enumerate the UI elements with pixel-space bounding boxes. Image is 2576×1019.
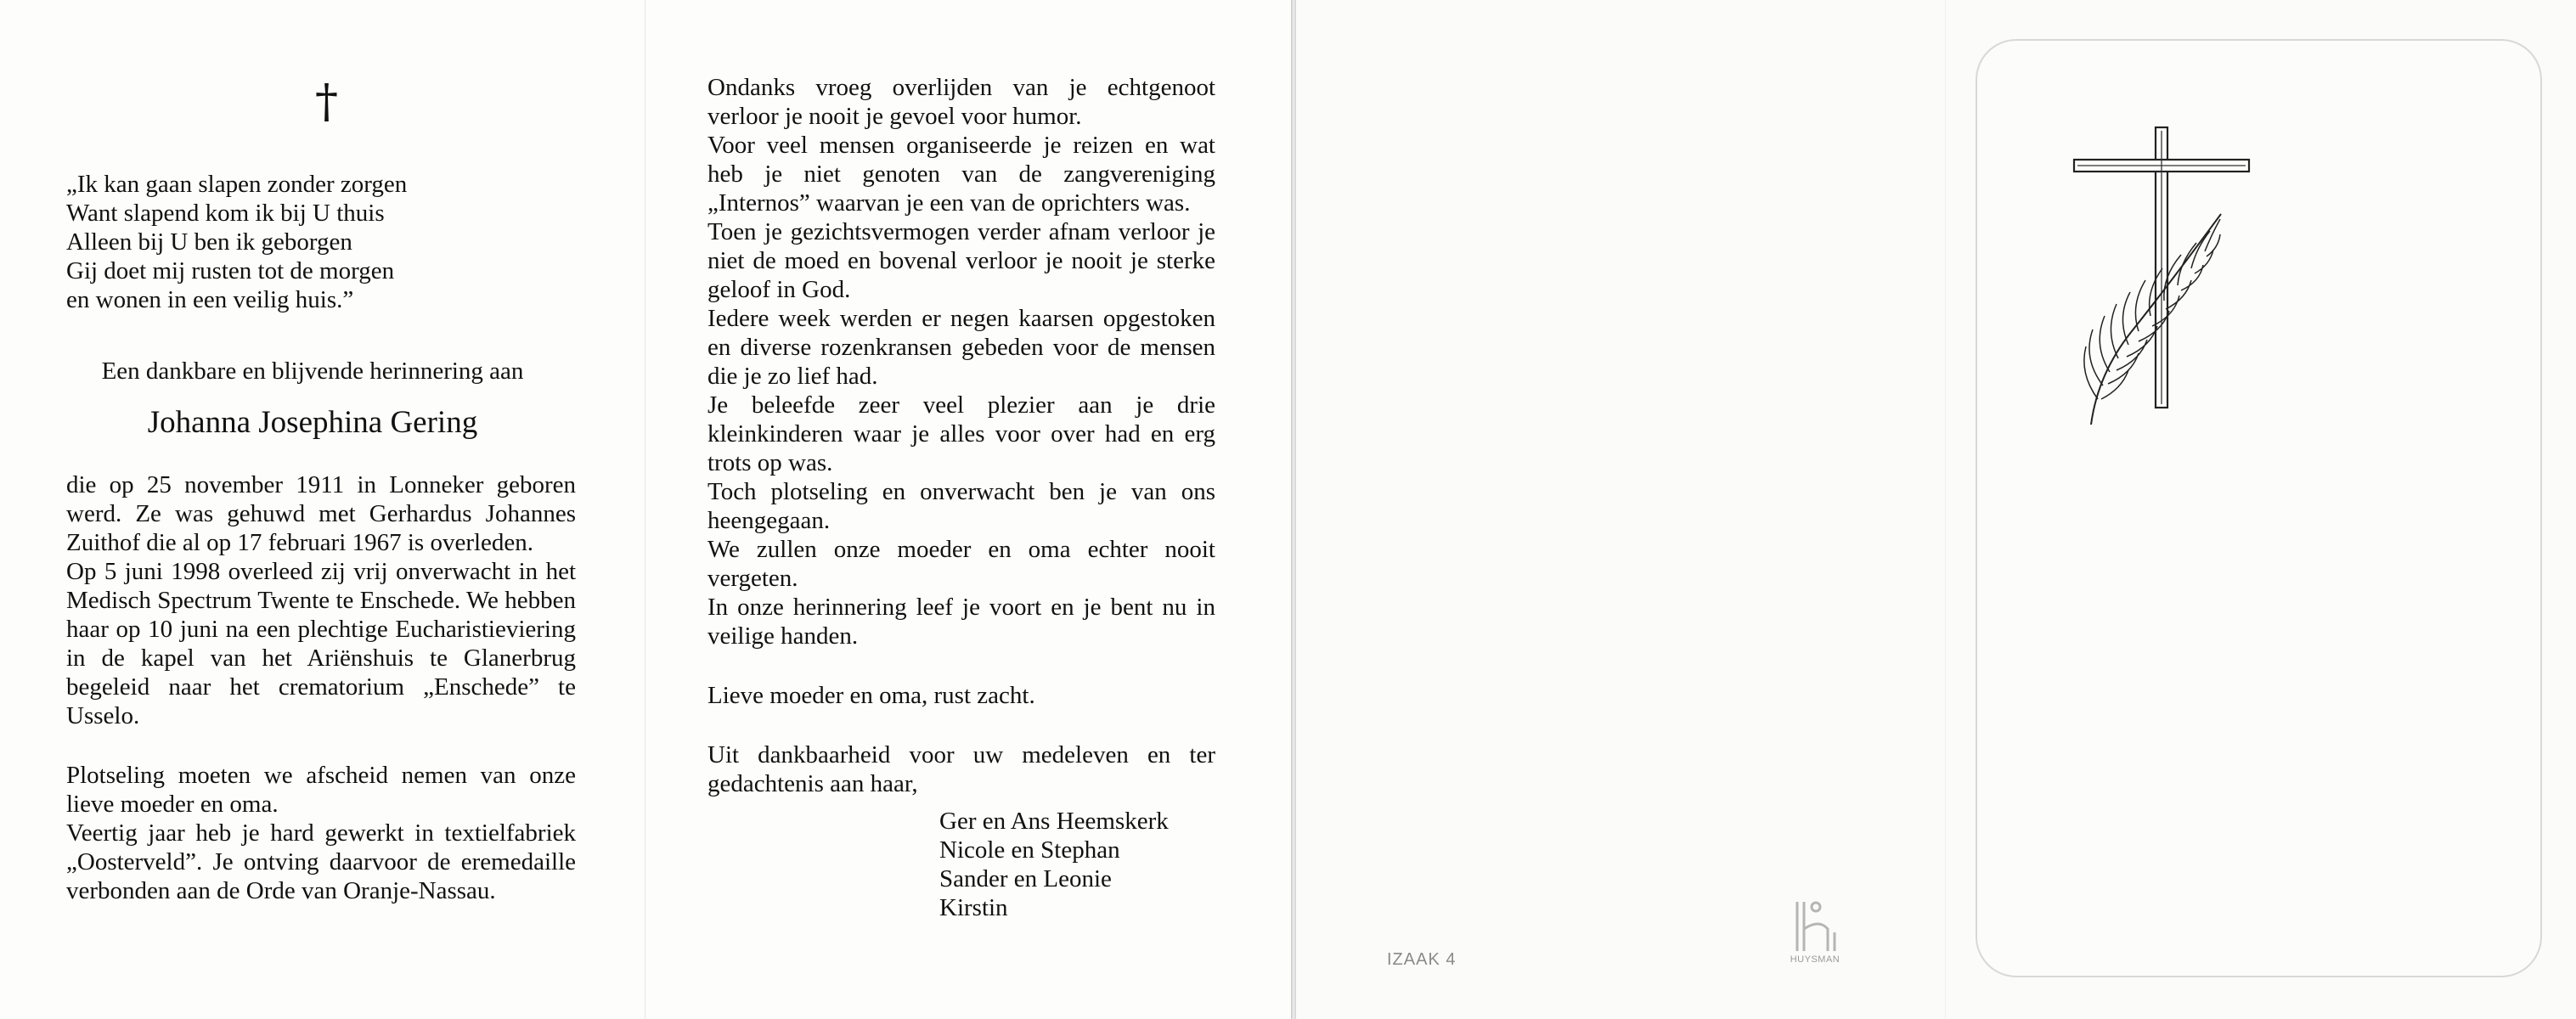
signatures (939, 807, 1215, 922)
biography-paragraph: die op 25 november 1911 in Lonneker geboren werd. Ze was gehuwd met Gerhardus Johannes Zuithof die al op 17 februari 1967 is overleden. (66, 471, 576, 556)
cross-with-palm-branch-icon (2064, 119, 2285, 425)
poem-line: en wonen in een veilig huis.” (66, 286, 354, 313)
dedication-line: Een dankbare en blijvende herinnering aan (101, 357, 524, 385)
deceased-name: Johanna Josephina Gering (147, 405, 478, 440)
cross-symbol: † (315, 75, 338, 128)
signature-line: Sander en Leonie (939, 865, 1112, 892)
left-text-column (66, 170, 576, 905)
tribute-paragraph: Toen je gezichtsvermogen verder afnam verloor je niet de moed en bovenal verloor je nooit je sterke geloof in God. (707, 218, 1215, 303)
biography-paragraph: Veertig jaar heb je hard gewerkt in textielfabriek „Oosterveld”. Je ontving daarvoor de eremedaille verbonden aan de Orde van Oranje-Nassau. (66, 819, 576, 904)
tribute-paragraph: Iedere week werden er negen kaarsen opgestoken en diverse rozenkransen gebeden voor de mensen die je zo lief had. (707, 305, 1215, 390)
tribute-paragraph: We zullen onze moeder en oma echter nooit vergeten. (707, 536, 1215, 592)
signature-line: Kirstin (939, 894, 1008, 921)
signature-line: Nicole en Stephan (939, 836, 1120, 864)
outer-fold (1945, 0, 1946, 1019)
right-text-column (707, 73, 1215, 922)
biography-paragraph: Op 5 juni 1998 overleed zij vrij onverwacht in het Medisch Spectrum Twente te Enschede. We hebben haar op 10 juni na een plechtige Eucharistieviering in de kapel van het Ariënshuis te Glanerbrug begeleid naar het crematorium „Enschede” te Usselo. (66, 558, 576, 729)
tribute-paragraph: Toch plotseling en onverwacht ben je van ons heengegaan. (707, 478, 1215, 534)
tribute-paragraph: In onze herinnering leef je voort en je bent nu in veilige handen. (707, 594, 1215, 650)
farewell-line: Lieve moeder en oma, rust zacht. (707, 682, 1035, 709)
poem-line: Alleen bij U ben ik geborgen (66, 228, 352, 256)
poem-line: Gij doet mij rusten tot de morgen (66, 257, 395, 284)
tribute-paragraph: Voor veel mensen organiseerde je reizen en wat heb je niet genoten van de zangvereniging „Internos” waarvan je een van de oprichters was. (707, 132, 1215, 217)
signature-line: Ger en Ans Heemskerk (939, 808, 1169, 835)
biography-paragraph: Plotseling moeten we afscheid nemen van onze lieve moeder en oma. (66, 762, 576, 818)
publisher-name: HUYSMAN (1790, 954, 1840, 965)
model-code: IZAAK 4 (1387, 950, 1457, 969)
tribute-paragraph: Ondanks vroeg overlijden van je echtgenoot verloor je nooit je gevoel voor humor. (707, 74, 1215, 130)
poem-line: Want slapend kom ik bij U thuis (66, 200, 385, 227)
tribute-paragraph: Je beleefde zeer veel plezier aan je drie kleinkinderen waar je alles voor over had en erg trots op was. (707, 391, 1215, 476)
thanks-line: Uit dankbaarheid voor uw medeleven en ter gedachtenis aan haar, (707, 741, 1215, 797)
poem-line: „Ik kan gaan slapen zonder zorgen (66, 171, 408, 198)
poem (66, 170, 576, 314)
